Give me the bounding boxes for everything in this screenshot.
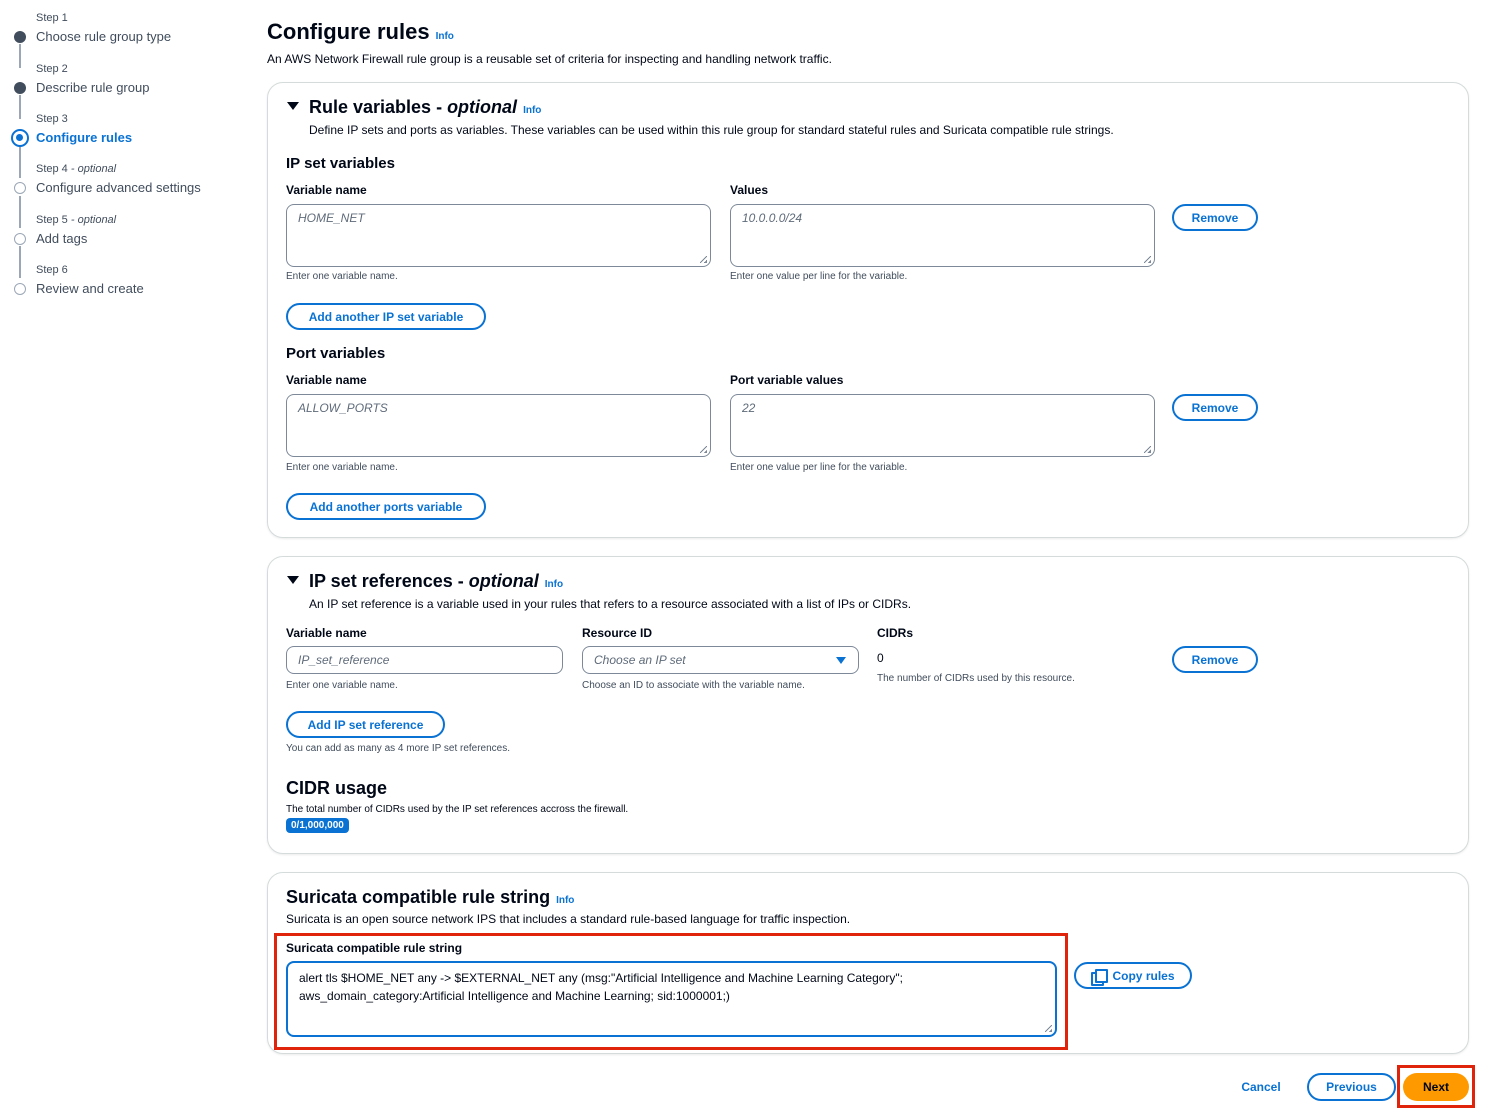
step-number <box>36 163 116 175</box>
variable-name-label: Variable name <box>286 183 367 197</box>
step-title: Configure rules <box>36 130 133 145</box>
step-number: Step 1 <box>36 12 68 24</box>
variable-name-hint: Enter one variable name. <box>286 462 398 473</box>
cidr-usage-heading: CIDR usage <box>286 778 388 798</box>
step-title: Configure advanced settings <box>36 180 201 195</box>
rule-variables-panel <box>267 82 1469 538</box>
caret-down-icon <box>836 657 846 664</box>
section-description: Suricata is an open source network IPS that includes a standard rule-based language for traffic inspection. <box>286 912 851 926</box>
rule-line-2: aws_domain_category:Artificial Intelligence and Machine Learning; sid:1000001;) <box>299 989 730 1003</box>
page-title-text: Configure rules <box>267 19 430 44</box>
copy-rules-button[interactable] <box>1074 962 1192 989</box>
section-description: An IP set reference is a variable used in your rules that refers to a resource associated with a list of IPs or CIDRs. <box>309 597 912 611</box>
info-link[interactable]: Info <box>523 105 542 116</box>
variable-name-label: Variable name <box>286 373 367 387</box>
copy-icon <box>1091 969 1105 983</box>
cidr-usage-badge: 0/1,000,000 <box>286 818 349 833</box>
remove-ip-set-reference-button[interactable]: Remove <box>1172 646 1258 673</box>
info-link[interactable]: Info <box>435 31 454 42</box>
values-label: Values <box>730 183 769 197</box>
resource-id-label: Resource ID <box>582 626 653 640</box>
wizard-stepper <box>0 0 240 320</box>
suricata-header <box>286 887 574 908</box>
section-title: Rule variables - <box>309 97 448 117</box>
section-title: IP set references - <box>309 571 469 591</box>
values-hint: Enter one value per line for the variable. <box>730 462 908 473</box>
step-3 <box>0 101 240 145</box>
variable-name-hint: Enter one variable name. <box>286 271 398 282</box>
step-optional-text: - optional <box>67 163 117 175</box>
step-4 <box>0 151 240 195</box>
step-open-indicator <box>14 233 26 245</box>
rule-variables-header[interactable] <box>287 97 541 118</box>
cidrs-label: CIDRs <box>877 626 914 640</box>
variable-name-label: Variable name <box>286 626 367 640</box>
step-title: Choose rule group type <box>36 29 172 44</box>
step-number: Step 3 <box>36 113 68 125</box>
page-title <box>267 19 454 45</box>
variable-name-hint: Enter one variable name. <box>286 680 398 691</box>
resource-id-hint: Choose an ID to associate with the variable name. <box>582 680 805 691</box>
copy-rules-label: Copy rules <box>1112 968 1175 983</box>
previous-button[interactable]: Previous <box>1307 1073 1396 1101</box>
step-number-text: Step 4 <box>36 163 68 175</box>
add-ip-set-reference-button[interactable]: Add IP set reference <box>286 711 445 738</box>
step-number <box>36 214 116 226</box>
step-done-indicator <box>14 31 26 43</box>
ip-set-references-panel <box>267 556 1469 854</box>
ip-set-name-textarea[interactable]: HOME_NET <box>286 204 711 267</box>
optional-text: optional <box>447 97 518 117</box>
cidrs-value: 0 <box>877 651 884 665</box>
step-5 <box>0 202 240 246</box>
remove-port-button[interactable]: Remove <box>1172 394 1258 421</box>
step-1[interactable] <box>0 0 240 44</box>
caret-down-icon <box>287 576 299 584</box>
step-title: Add tags <box>36 231 88 246</box>
highlight-box <box>274 933 1068 1050</box>
cidrs-hint: The number of CIDRs used by this resource. <box>877 673 1075 684</box>
ip-set-values-textarea[interactable]: 10.0.0.0/24 <box>730 204 1155 267</box>
step-number: Step 6 <box>36 264 68 276</box>
ip-set-references-header[interactable] <box>287 571 563 592</box>
port-values-textarea[interactable]: 22 <box>730 394 1155 457</box>
add-ip-set-variable-button[interactable]: Add another IP set variable <box>286 303 486 330</box>
section-title: Suricata compatible rule string <box>286 887 551 907</box>
ip-set-variables-heading: IP set variables <box>286 155 395 172</box>
info-link[interactable]: Info <box>544 579 564 590</box>
port-values-label: Port variable values <box>730 373 844 387</box>
step-title: Describe rule group <box>36 80 150 95</box>
remove-ip-set-button[interactable]: Remove <box>1172 204 1258 231</box>
step-number: Step 2 <box>36 63 68 75</box>
port-name-textarea[interactable]: ALLOW_PORTS <box>286 394 711 457</box>
step-2[interactable] <box>0 51 240 95</box>
add-reference-hint: You can add as many as 4 more IP set references. <box>286 743 511 754</box>
caret-down-icon <box>287 102 299 110</box>
step-6 <box>0 252 240 296</box>
page-description: An AWS Network Firewall rule group is a reusable set of criteria for inspecting and handling network traffic. <box>267 52 832 66</box>
info-link[interactable]: Info <box>556 895 575 906</box>
rule-string-label: Suricata compatible rule string <box>286 941 463 955</box>
resource-id-select[interactable] <box>582 646 859 674</box>
next-button[interactable]: Next <box>1403 1073 1469 1101</box>
step-number-text: Step 5 <box>36 214 68 226</box>
select-placeholder: Choose an IP set <box>594 653 686 667</box>
add-ports-variable-button[interactable]: Add another ports variable <box>286 493 486 520</box>
step-done-indicator <box>14 82 26 94</box>
step-current-indicator <box>11 129 29 147</box>
step-title: Review and create <box>36 281 144 296</box>
step-optional-text: - optional <box>67 214 117 226</box>
port-variables-heading: Port variables <box>286 345 386 362</box>
section-description: Define IP sets and ports as variables. These variables can be used within this rule group for standard stateful rules and Suricata compatible rule strings. <box>309 123 1114 137</box>
rule-line-1: alert tls $HOME_NET any -> $EXTERNAL_NET any (msg:"Artificial Intelligence and Machine Learning Category"; <box>299 971 904 985</box>
values-hint: Enter one value per line for the variable. <box>730 271 908 282</box>
cidr-usage-description: The total number of CIDRs used by the IP set references accross the firewall. <box>286 804 629 815</box>
optional-text: optional <box>468 571 539 591</box>
step-open-indicator <box>14 283 26 295</box>
cancel-button[interactable]: Cancel <box>1232 1078 1290 1096</box>
ip-set-reference-input[interactable]: IP_set_reference <box>286 646 563 674</box>
step-open-indicator <box>14 182 26 194</box>
